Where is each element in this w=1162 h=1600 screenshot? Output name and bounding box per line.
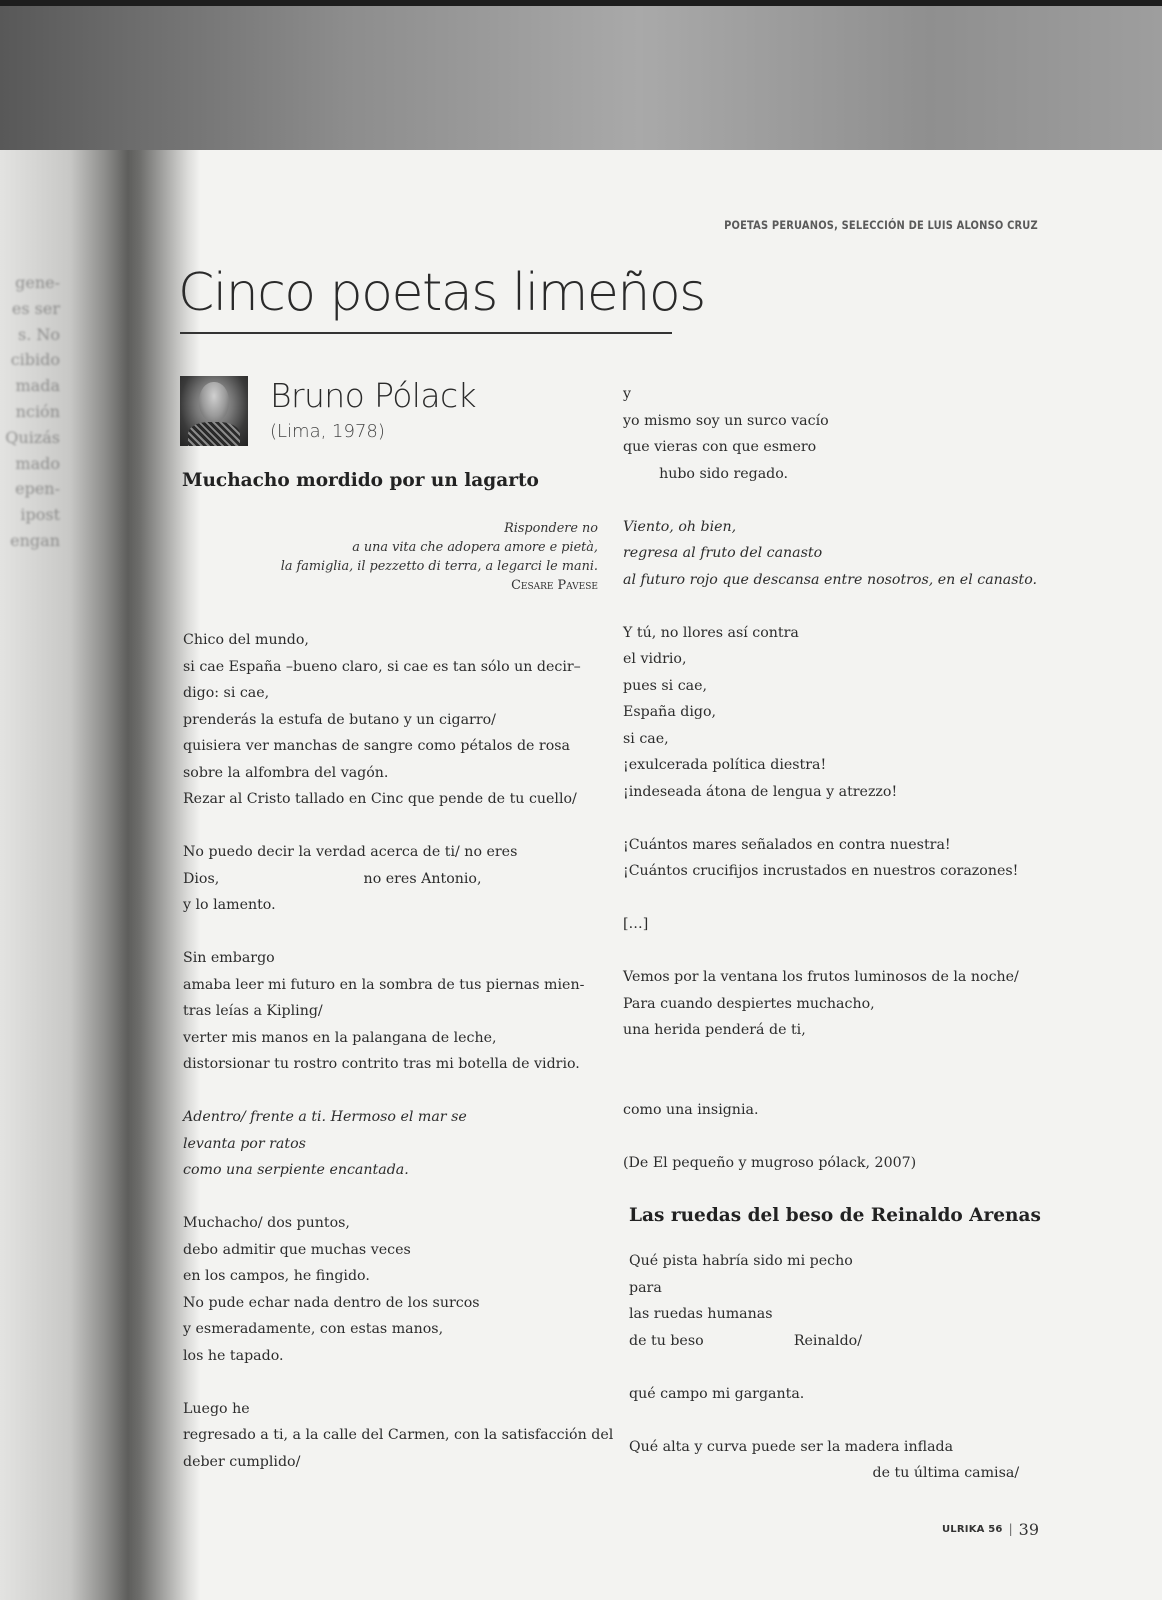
poem-line: Vemos por la ventana los frutos luminosos de la noche/ [623, 969, 1019, 985]
stanza-break [623, 805, 1043, 832]
stanza-break [183, 813, 613, 840]
facing-page-fragment: cibido [10, 350, 60, 370]
poem-line: (De El pequeño y mugroso pólack, 2007) [623, 1154, 917, 1171]
footer-separator: | [1008, 1522, 1013, 1536]
poem-line: en los campos, he fingido. [183, 1268, 370, 1284]
poem-continuation [623, 381, 1043, 1176]
poem-line: hubo sido regado. [623, 465, 789, 482]
magazine-name: ULRIKA 56 [941, 1524, 1003, 1535]
facing-page-fragment: Quizás [5, 427, 60, 447]
facing-page-fragment: epen- [15, 479, 60, 499]
stanza-break [623, 885, 1043, 912]
poem-line: yo mismo soy un surco vacío [623, 412, 829, 429]
poem-line: digo: si cae, [183, 685, 270, 701]
page-number: 39 [1018, 1520, 1039, 1539]
poem-line: tras leías a Kipling/ [183, 1003, 323, 1019]
poem-line: pues si cae, [623, 677, 708, 694]
poem-column-right [623, 381, 1043, 1487]
facing-page-fragment: es ser [11, 298, 60, 318]
stanza-break [623, 1044, 1043, 1071]
poem-title: Las ruedas del beso de Reinaldo Arenas [629, 1205, 1041, 1226]
epigraph [260, 519, 598, 595]
poem-line: las ruedas humanas [629, 1306, 773, 1322]
stanza-break [183, 1369, 613, 1396]
poem-line: quisiera ver manchas de sangre como pétalos de rosa [183, 738, 570, 754]
poem-line: distorsionar tu rostro contrito tras mi botella de vidrio. [183, 1056, 580, 1072]
stanza-break [183, 919, 613, 946]
title-rule [180, 332, 672, 334]
poem-line: ¡indeseada átona de lengua y atrezzo! [623, 783, 898, 800]
poem-line: Chico del mundo, [183, 632, 309, 648]
author-photo-head [199, 382, 229, 422]
poem-line: al futuro rojo que descansa entre nosotros, en el canasto. [623, 571, 1038, 588]
epigraph-author: Cesare Pavese [511, 578, 598, 593]
facing-page-fragments [0, 270, 60, 554]
poem-line: Rezar al Cristo tallado en Cinc que pende de tu cuello/ [183, 791, 577, 807]
poem-line: y esmeradamente, con estas manos, [183, 1321, 444, 1337]
running-head: POETAS PERUANOS, SELECCIÓN DE LUIS ALONSO CRUZ [724, 218, 1038, 232]
poem-line: regresado a ti, a la calle del Carmen, con la satisfacción del [183, 1427, 614, 1443]
author-photo [180, 376, 248, 446]
stanza-break [183, 1078, 613, 1105]
poem-line: qué campo mi garganta. [629, 1385, 805, 1402]
epigraph-line: la famiglia, il pezzetto di terra, a legarci le mani. [280, 559, 598, 574]
facing-page-fragment: engan [10, 530, 60, 550]
poem-line: Viento, oh bien, [623, 518, 737, 535]
poem-line: ¡exulcerada política diestra! [623, 757, 827, 773]
poem-line: Muchacho/ dos puntos, [183, 1215, 350, 1231]
page-footer [942, 1520, 1039, 1539]
poem-line: Qué alta y curva puede ser la madera inflada [629, 1438, 954, 1455]
poem-line: España digo, [623, 704, 717, 720]
poem-line: Adentro/ frente a ti. Hermoso el mar se [183, 1109, 467, 1125]
facing-page-fragment: gene- [15, 273, 60, 292]
poem-line: si cae, [623, 730, 669, 747]
poem-line: No pude echar nada dentro de los surcos [183, 1294, 480, 1311]
poem-line: Y tú, no llores así contra [623, 624, 799, 641]
poem-line: amaba leer mi futuro en la sombra de tus piernas mien- [183, 976, 585, 993]
poem-line: […] [623, 916, 649, 932]
scan-background-top [0, 0, 1162, 150]
facing-page-fragment: ipost [20, 505, 60, 525]
poem-line: y lo lamento. [183, 897, 276, 913]
epigraph-line: Rispondere no [504, 521, 598, 536]
poem-line: No puedo decir la verdad acerca de ti/ no eres [183, 844, 518, 860]
poem-line: de tu beso Reinaldo/ [629, 1332, 862, 1349]
page-title: Cinco poetas limeños [178, 263, 705, 323]
author-photo-shirt [188, 422, 240, 446]
poem-line: sobre la alfombra del vagón. [183, 764, 389, 781]
poem-line: ¡Cuántos mares señalados en contra nuestra! [623, 836, 951, 853]
poem-line: Luego he [183, 1400, 250, 1417]
stanza-break [623, 593, 1043, 620]
poem-line: como una serpiente encantada. [183, 1162, 409, 1178]
author-dates: (Lima, 1978) [270, 421, 385, 442]
poem-line: de tu última camisa/ [629, 1465, 1020, 1481]
scan-edge [0, 0, 1162, 6]
poem-line: y [623, 386, 632, 402]
stanza-break [623, 487, 1043, 514]
poem-body [629, 1248, 1043, 1487]
poem-line: regresa al fruto del canasto [623, 545, 823, 561]
poem-line: debo admitir que muchas veces [183, 1241, 411, 1258]
facing-page-fragment: mado [15, 453, 60, 473]
poem-line: verter mis manos en la palangana de leche, [183, 1029, 497, 1046]
stanza-break [629, 1354, 1043, 1381]
poem-line: como una insignia. [623, 1101, 759, 1118]
poem-line: para [629, 1279, 662, 1296]
poem-line: que vieras con que esmero [623, 439, 817, 455]
poem-line: el vidrio, [623, 651, 687, 667]
poem-line: Sin embargo [183, 950, 275, 966]
stanza-break [183, 1184, 613, 1211]
poem-line: si cae España –bueno claro, si cae es tan sólo un decir– [183, 658, 581, 675]
facing-page-fragment: s. No [17, 324, 60, 344]
facing-page-fragment: nción [15, 401, 60, 421]
poem-line: Dios, no eres Antonio, [183, 870, 482, 887]
poem-line: Qué pista habría sido mi pecho [629, 1253, 853, 1269]
poem-line: una herida penderá de ti, [623, 1022, 806, 1038]
poem-line: prenderás la estufa de butano y un cigarro/ [183, 711, 496, 728]
stanza-break [629, 1407, 1043, 1434]
poem-column-left [183, 627, 613, 1475]
poem-line: levanta por ratos [183, 1135, 306, 1152]
facing-page-fragment: mada [15, 376, 60, 396]
poem-line: los he tapado. [183, 1347, 284, 1364]
stanza-break [623, 1123, 1043, 1150]
epigraph-line: a una vita che adopera amore e pietà, [352, 540, 598, 555]
poem-title: Muchacho mordido por un lagarto [182, 470, 539, 491]
poem-line: deber cumplido/ [183, 1453, 301, 1470]
poem-line: Para cuando despiertes muchacho, [623, 995, 875, 1012]
stanza-break [623, 1070, 1043, 1097]
author-name: Bruno Pólack [270, 376, 477, 415]
poem-line: ¡Cuántos crucifijos incrustados en nuestros corazones! [623, 863, 1019, 879]
stanza-break [623, 938, 1043, 965]
